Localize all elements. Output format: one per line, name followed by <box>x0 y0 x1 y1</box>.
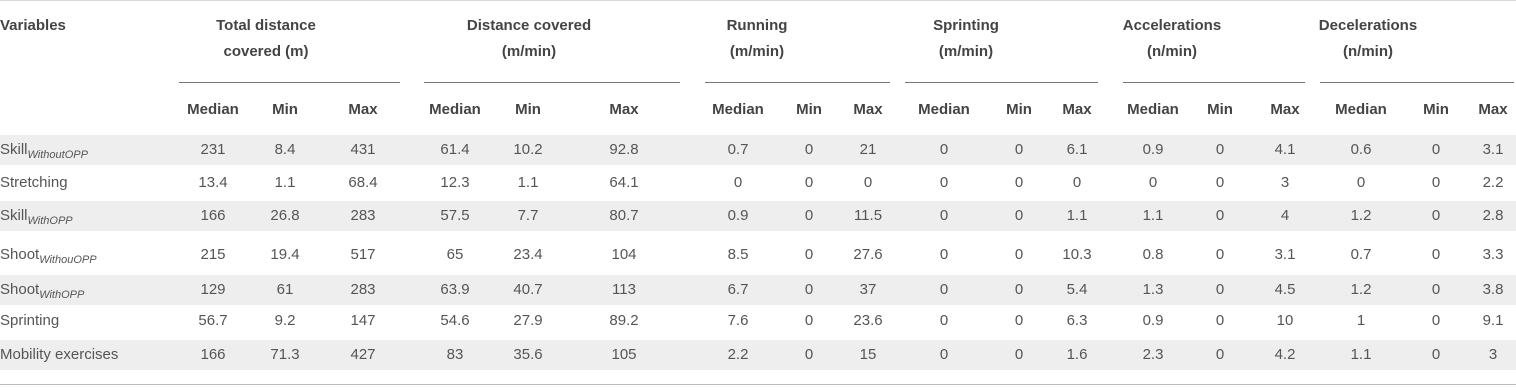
subheader-max: Max <box>1270 101 1300 118</box>
row-label-name: Stretching <box>0 174 68 191</box>
table-cell: 89.2 <box>609 312 639 329</box>
group-header-line1: Total distance <box>216 17 316 34</box>
table-cell: 104 <box>611 246 637 263</box>
group-header-line2: (n/min) <box>1147 43 1197 60</box>
table-cell: 27.6 <box>853 246 883 263</box>
table-cell: 0 <box>1014 312 1024 329</box>
table-top-rule <box>0 0 1516 1</box>
table-cell: 0 <box>804 312 814 329</box>
subheader-min: Min <box>1207 101 1233 118</box>
subheader-max: Max <box>853 101 883 118</box>
group-header-rule <box>424 82 680 83</box>
table-cell: 56.7 <box>198 312 228 329</box>
table-cell: 0 <box>1215 246 1225 263</box>
table-cell: 2.2 <box>1482 174 1504 191</box>
table-cell: 7.7 <box>517 207 539 224</box>
table-cell: 283 <box>350 281 376 298</box>
table-cell: 0 <box>1431 141 1441 158</box>
table-cell: 283 <box>350 207 376 224</box>
row-label <box>0 240 97 270</box>
table-cell: 0 <box>1356 174 1366 191</box>
table-cell: 6.3 <box>1066 312 1088 329</box>
table-cell: 2.8 <box>1482 207 1504 224</box>
table-bottom-rule <box>0 384 1516 385</box>
table-cell: 0 <box>939 174 949 191</box>
table-cell: 0 <box>1014 281 1024 298</box>
table-cell: 9.2 <box>274 312 296 329</box>
table-cell: 10 <box>1276 312 1294 329</box>
table-cell: 431 <box>350 141 376 158</box>
table-cell: 26.8 <box>270 207 300 224</box>
table-cell: 0 <box>863 174 873 191</box>
table-cell: 147 <box>350 312 376 329</box>
group-header-line2: (m/min) <box>938 43 994 60</box>
table-cell: 1.1 <box>1350 346 1372 363</box>
subheader-median: Median <box>712 101 764 118</box>
group-header-rule <box>1123 82 1305 83</box>
table-cell: 0 <box>804 281 814 298</box>
table-cell: 6.1 <box>1066 141 1088 158</box>
table-cell: 2.3 <box>1142 346 1164 363</box>
group-header-line2: (n/min) <box>1343 43 1393 60</box>
table-cell: 0 <box>1148 174 1158 191</box>
table-cell: 80.7 <box>609 207 639 224</box>
table-cell: 0 <box>1014 346 1024 363</box>
subheader-median: Median <box>918 101 970 118</box>
table-cell: 0 <box>1431 246 1441 263</box>
table-cell: 0 <box>1014 141 1024 158</box>
row-label-name: Mobility exercises <box>0 346 119 363</box>
subheader-min: Min <box>1423 101 1449 118</box>
table-cell: 37 <box>859 281 877 298</box>
table-cell: 54.6 <box>440 312 470 329</box>
row-label-subscript: WithOPP <box>39 289 85 301</box>
table-cell: 0 <box>1431 207 1441 224</box>
table-cell: 10.2 <box>513 141 543 158</box>
row-label-subscript: WithoutOPP <box>27 149 88 161</box>
table-cell: 0 <box>1431 281 1441 298</box>
table-cell: 0.9 <box>1142 141 1164 158</box>
table-cell: 35.6 <box>513 346 543 363</box>
group-header-rule <box>1320 82 1514 83</box>
table-cell: 6.7 <box>727 281 749 298</box>
table-cell: 0 <box>1014 207 1024 224</box>
table-cell: 57.5 <box>440 207 470 224</box>
table-cell: 0.9 <box>1142 312 1164 329</box>
table-cell: 71.3 <box>270 346 300 363</box>
table-cell: 68.4 <box>348 174 378 191</box>
table-cell: 1.1 <box>1066 207 1088 224</box>
table-cell: 8.5 <box>727 246 749 263</box>
table-row <box>0 201 1516 231</box>
table-cell: 19.4 <box>270 246 300 263</box>
group-header-rule <box>905 82 1098 83</box>
table-cell: 10.3 <box>1062 246 1092 263</box>
table-cell: 3 <box>1280 174 1290 191</box>
subheader-median: Median <box>429 101 481 118</box>
table-cell: 105 <box>611 346 637 363</box>
subheader-min: Min <box>272 101 298 118</box>
table-cell: 15 <box>859 346 877 363</box>
table-cell: 0 <box>1215 174 1225 191</box>
table-cell: 4.5 <box>1274 281 1296 298</box>
table-row <box>0 240 1516 270</box>
table-cell: 13.4 <box>198 174 228 191</box>
table-cell: 0.7 <box>727 141 749 158</box>
table-cell: 64.1 <box>609 174 639 191</box>
group-header-line1: Decelerations <box>1318 17 1418 34</box>
table-row <box>0 306 1516 336</box>
group-header-line1: Sprinting <box>933 17 999 34</box>
table-cell: 63.9 <box>440 281 470 298</box>
row-label-name: Shoot <box>0 246 40 263</box>
table-cell: 92.8 <box>609 141 639 158</box>
table-cell: 0 <box>939 141 949 158</box>
table-cell: 0 <box>804 141 814 158</box>
table-cell: 427 <box>350 346 376 363</box>
table-cell: 0 <box>939 312 949 329</box>
table-cell: 27.9 <box>513 312 543 329</box>
table-cell: 4.2 <box>1274 346 1296 363</box>
subheader-max: Max <box>348 101 378 118</box>
table-cell: 83 <box>446 346 464 363</box>
table-cell: 0 <box>1014 246 1024 263</box>
group-header-line1: Running <box>726 17 788 34</box>
table-cell: 11.5 <box>853 207 883 224</box>
table-row <box>0 340 1516 370</box>
table-cell: 5.4 <box>1066 281 1088 298</box>
table-cell: 1.1 <box>1142 207 1164 224</box>
table-cell: 231 <box>200 141 226 158</box>
table-cell: 0.7 <box>1350 246 1372 263</box>
subheader-median: Median <box>1127 101 1179 118</box>
table-cell: 1.2 <box>1350 281 1372 298</box>
group-header-line2: covered (m) <box>223 43 309 60</box>
subheader-max: Max <box>609 101 639 118</box>
table-cell: 3.3 <box>1482 246 1504 263</box>
row-label <box>0 135 88 165</box>
variables-header: Variables <box>0 17 66 34</box>
row-label <box>0 275 84 305</box>
table-cell: 3.1 <box>1482 141 1504 158</box>
table-cell: 40.7 <box>513 281 543 298</box>
row-label-name: Skill <box>0 207 28 224</box>
table-cell: 0.9 <box>727 207 749 224</box>
group-header-line2: (m/min) <box>501 43 557 60</box>
table-cell: 0 <box>1072 174 1082 191</box>
table-cell: 0 <box>804 207 814 224</box>
group-header-line1: Accelerations <box>1122 17 1222 34</box>
table-row <box>0 168 1516 198</box>
table-cell: 0 <box>1215 141 1225 158</box>
table-cell: 0 <box>804 246 814 263</box>
table-cell: 61.4 <box>440 141 470 158</box>
table-cell: 0 <box>1431 312 1441 329</box>
table-cell: 0 <box>1215 281 1225 298</box>
table-cell: 1.3 <box>1142 281 1164 298</box>
table-cell: 9.1 <box>1482 312 1504 329</box>
table-cell: 3.1 <box>1274 246 1296 263</box>
subheader-median: Median <box>187 101 239 118</box>
table-cell: 166 <box>200 207 226 224</box>
group-header-line1: Distance covered <box>466 17 592 34</box>
table-cell: 0 <box>1215 207 1225 224</box>
table-cell: 0 <box>1215 312 1225 329</box>
table-cell: 0 <box>1014 174 1024 191</box>
table-cell: 1 <box>1356 312 1366 329</box>
table-cell: 0 <box>1215 346 1225 363</box>
table-cell: 4.1 <box>1274 141 1296 158</box>
subheader-median: Median <box>1335 101 1387 118</box>
table-cell: 113 <box>612 281 636 298</box>
row-label-name: Sprinting <box>0 312 60 329</box>
table-cell: 3 <box>1488 346 1498 363</box>
row-label-name: Shoot <box>0 281 40 298</box>
row-label <box>0 306 59 336</box>
table-cell: 0 <box>939 346 949 363</box>
row-label <box>0 201 73 231</box>
table-cell: 166 <box>200 346 226 363</box>
table-cell: 0.8 <box>1142 246 1164 263</box>
table-cell: 0 <box>939 281 949 298</box>
group-header-line2: (m/min) <box>729 43 785 60</box>
table-row <box>0 275 1516 305</box>
table-cell: 0 <box>1431 174 1441 191</box>
table-cell: 61 <box>276 281 294 298</box>
table-cell: 0 <box>804 346 814 363</box>
table-cell: 0 <box>1431 346 1441 363</box>
row-label <box>0 168 68 198</box>
table-cell: 1.2 <box>1350 207 1372 224</box>
table-cell: 7.6 <box>727 312 749 329</box>
row-label <box>0 340 118 370</box>
table-cell: 21 <box>859 141 877 158</box>
subheader-min: Min <box>1006 101 1032 118</box>
table-cell: 8.4 <box>274 141 296 158</box>
table-cell: 0 <box>804 174 814 191</box>
row-label-subscript: WithouOPP <box>39 254 97 266</box>
table-cell: 65 <box>446 246 464 263</box>
table-cell: 1.1 <box>274 174 296 191</box>
table-cell: 517 <box>350 246 376 263</box>
group-header-rule <box>705 82 890 83</box>
table-cell: 0.6 <box>1350 141 1372 158</box>
table-cell: 12.3 <box>440 174 470 191</box>
table-cell: 3.8 <box>1482 281 1504 298</box>
subheader-min: Min <box>796 101 822 118</box>
table-cell: 129 <box>200 281 226 298</box>
row-label-subscript: WithOPP <box>27 215 73 227</box>
table-cell: 1.1 <box>517 174 539 191</box>
group-header-rule <box>179 82 400 83</box>
table-cell: 0 <box>939 207 949 224</box>
table-cell: 1.6 <box>1066 346 1088 363</box>
table-cell: 23.6 <box>853 312 883 329</box>
table-cell: 23.4 <box>513 246 543 263</box>
table-cell: 0 <box>733 174 743 191</box>
table-cell: 215 <box>200 246 226 263</box>
table-row <box>0 135 1516 165</box>
table-cell: 2.2 <box>727 346 749 363</box>
subheader-max: Max <box>1478 101 1508 118</box>
row-label-name: Skill <box>0 141 28 158</box>
subheader-min: Min <box>515 101 541 118</box>
table-cell: 4 <box>1280 207 1290 224</box>
subheader-max: Max <box>1062 101 1092 118</box>
table-cell: 0 <box>939 246 949 263</box>
